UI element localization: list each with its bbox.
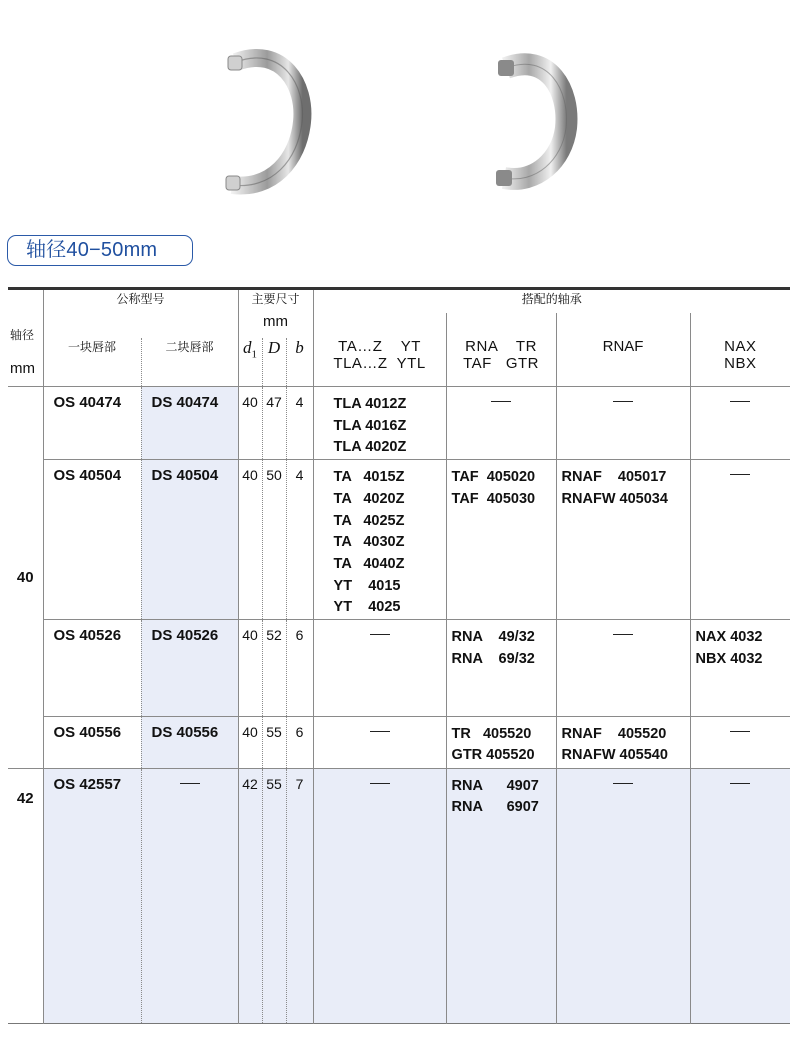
dash-mark <box>370 634 390 635</box>
section-title: 轴径40−50mm <box>7 235 193 266</box>
dash-mark <box>491 401 511 402</box>
dash-mark <box>613 783 633 784</box>
d1-value: 42 <box>238 768 262 1023</box>
D-value: 50 <box>262 460 286 620</box>
D-value: 55 <box>262 716 286 768</box>
double-lip-header: 二块唇部 <box>141 338 238 387</box>
dash-mark <box>370 731 390 732</box>
D-header: D <box>262 338 286 387</box>
rnaf-bearings: RNAF 405017 RNAFW 405034 <box>556 460 690 620</box>
table-row <box>8 768 790 1023</box>
dash-mark <box>370 783 390 784</box>
d1-value: 40 <box>238 620 262 716</box>
rnaf-bearings <box>556 620 690 716</box>
rna-col-header: RNA TR TAF GTR <box>446 338 556 387</box>
ta-bearings: TA 4015Z TA 4020Z TA 4025Z TA 4030Z TA 4040Z YT 4015 YT 4025 <box>313 460 446 620</box>
header-row-top <box>8 289 790 313</box>
rnaf-col-header: RNAF <box>556 338 690 387</box>
header-row-bottom <box>8 338 790 387</box>
nax-bearings: NAX 4032 NBX 4032 <box>690 620 790 716</box>
dash-mark <box>730 731 750 732</box>
nax-bearings <box>690 716 790 768</box>
d1-value: 40 <box>238 387 262 460</box>
dash-mark <box>180 783 200 784</box>
nominal-model-header: 公称型号 <box>43 289 238 313</box>
dash-mark <box>730 783 750 784</box>
rnaf-bearings: RNAF 405520 RNAFW 405540 <box>556 716 690 768</box>
D-value: 55 <box>262 768 286 1023</box>
header-row-mid <box>8 313 790 338</box>
dash-mark <box>730 474 750 475</box>
D-value: 52 <box>262 620 286 716</box>
ds-model: DS 40526 <box>141 620 238 716</box>
ds-model: DS 40504 <box>141 460 238 620</box>
ta-bearings <box>313 620 446 716</box>
shaft-cell: 42 <box>8 768 43 1023</box>
b-value: 4 <box>286 460 313 620</box>
nax-bearings <box>690 460 790 620</box>
dash-mark <box>613 634 633 635</box>
ta-bearings <box>313 768 446 1023</box>
ds-model: DS 40474 <box>141 387 238 460</box>
main-dims-unit: mm <box>238 313 313 338</box>
os-model: OS 40526 <box>43 620 141 716</box>
b-header: b <box>286 338 313 387</box>
rna-bearings: TR 405520 GTR 405520 <box>446 716 556 768</box>
double-lip-seal-image <box>490 40 590 200</box>
d1-value: 40 <box>238 460 262 620</box>
shaft-header: 轴径 mm <box>10 328 35 377</box>
table-row <box>8 387 790 460</box>
b-value: 6 <box>286 716 313 768</box>
rna-bearings: RNA 49/32 RNA 69/32 <box>446 620 556 716</box>
nax-col-header: NAX NBX <box>690 338 790 387</box>
ta-col-header: TA…Z YT TLA…Z YTL <box>313 338 446 387</box>
b-value: 7 <box>286 768 313 1023</box>
d1-header: $d_1$ <box>238 338 262 387</box>
mating-bearings-header: 搭配的轴承 <box>313 289 790 313</box>
seal-spec-table <box>8 287 790 1024</box>
rnaf-bearings <box>556 768 690 1023</box>
rna-bearings <box>446 387 556 460</box>
dash-mark <box>613 401 633 402</box>
rnaf-bearings <box>556 387 690 460</box>
ds-model <box>141 768 238 1023</box>
dash-mark <box>730 401 750 402</box>
rna-bearings: RNA 4907 RNA 6907 <box>446 768 556 1023</box>
os-model: OS 40504 <box>43 460 141 620</box>
main-dims-header: 主要尺寸 <box>238 289 313 313</box>
os-model: OS 40474 <box>43 387 141 460</box>
b-value: 4 <box>286 387 313 460</box>
shaft-cell: 40 <box>8 387 43 769</box>
table-row <box>8 460 790 620</box>
ta-bearings: TLA 4012Z TLA 4016Z TLA 4020Z <box>313 387 446 460</box>
os-model: OS 42557 <box>43 768 141 1023</box>
rna-bearings: TAF 405020 TAF 405030 <box>446 460 556 620</box>
single-lip-seal-image <box>222 40 322 200</box>
b-value: 6 <box>286 620 313 716</box>
ds-model: DS 40556 <box>141 716 238 768</box>
os-model: OS 40556 <box>43 716 141 768</box>
ta-bearings <box>313 716 446 768</box>
single-lip-header: 一块唇部 <box>43 338 141 387</box>
nax-bearings <box>690 387 790 460</box>
D-value: 47 <box>262 387 286 460</box>
d1-value: 40 <box>238 716 262 768</box>
table-row <box>8 716 790 768</box>
table-row <box>8 620 790 716</box>
nax-bearings <box>690 768 790 1023</box>
